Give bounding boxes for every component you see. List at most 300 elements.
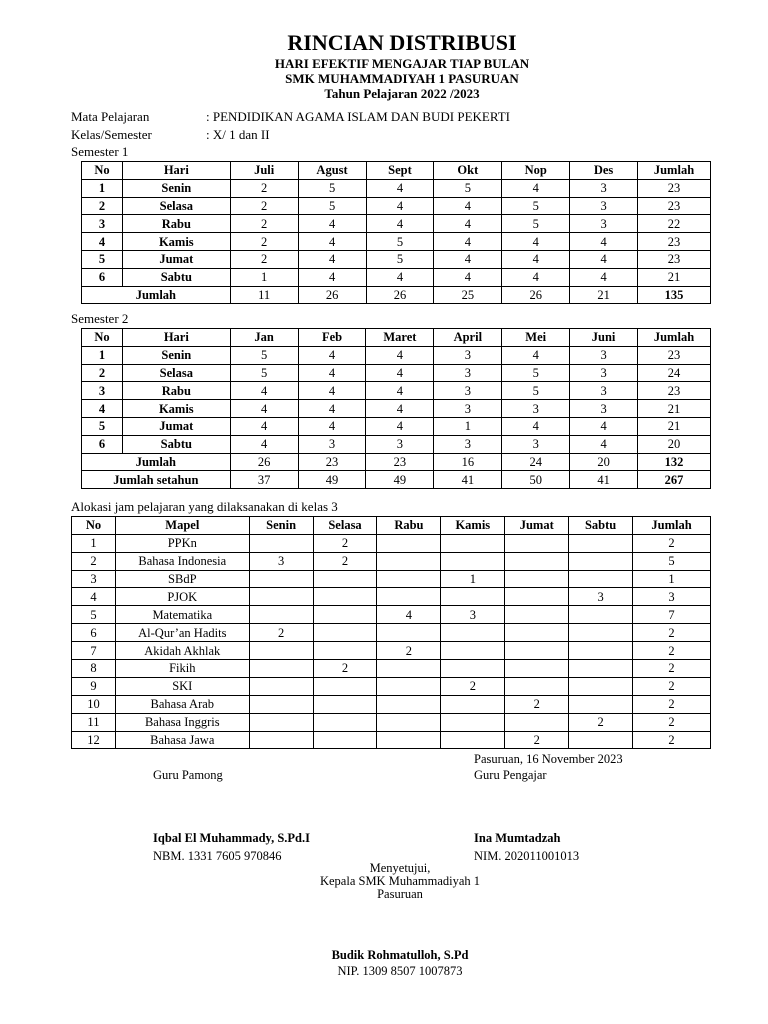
table-cell: 1 (82, 179, 123, 197)
table-cell (569, 677, 633, 695)
table-header-row (82, 162, 711, 180)
table-cell (441, 588, 505, 606)
table-cell: 4 (570, 268, 638, 286)
column-header: Mei (502, 329, 570, 347)
table-row (82, 382, 711, 400)
table-cell: 3 (82, 382, 123, 400)
table-row (82, 233, 711, 251)
column-header: Sabtu (569, 517, 633, 535)
table-cell: 4 (298, 382, 366, 400)
table-cell: 3 (569, 588, 633, 606)
table-cell: 2 (505, 731, 569, 749)
table-cell: 4 (570, 233, 638, 251)
table-cell (505, 713, 569, 731)
table-cell: 8 (72, 660, 116, 678)
table-cell: 2 (249, 624, 313, 642)
table-cell (441, 552, 505, 570)
table-cell (377, 731, 441, 749)
table-cell (377, 624, 441, 642)
table-cell: 5 (230, 364, 298, 382)
table-cell: 3 (570, 197, 638, 215)
right-signer-name: Ina Mumtadzah (474, 831, 561, 845)
table-cell: 2 (633, 695, 711, 713)
table-cell: 2 (230, 250, 298, 268)
total-cell: 21 (570, 286, 638, 304)
semester2-table (81, 328, 711, 489)
total-cell: 24 (502, 453, 570, 471)
table-cell: 12 (72, 731, 116, 749)
total-cell: 135 (638, 286, 711, 304)
table-cell: 4 (366, 382, 434, 400)
table-cell: 2 (633, 660, 711, 678)
column-header: Jumlah (638, 329, 711, 347)
class-label: Kelas/Semester (71, 127, 152, 142)
table-cell (569, 695, 633, 713)
table-cell: 23 (638, 179, 711, 197)
table-cell: 4 (298, 268, 366, 286)
table-cell: 2 (230, 197, 298, 215)
table-cell: 4 (298, 346, 366, 364)
table-cell: 4 (298, 215, 366, 233)
table-cell (377, 588, 441, 606)
table-row (82, 435, 711, 453)
table-row (72, 677, 711, 695)
table-cell: Selasa (122, 364, 230, 382)
total-cell: Jumlah (82, 286, 231, 304)
column-header: Okt (434, 162, 502, 180)
table-cell (505, 642, 569, 660)
table-cell: 4 (230, 382, 298, 400)
column-header: Juni (570, 329, 638, 347)
table-cell: 4 (502, 179, 570, 197)
column-header: No (82, 329, 123, 347)
table-cell: SBdP (115, 570, 249, 588)
table-cell (441, 534, 505, 552)
column-header: Jumlah (638, 162, 711, 180)
table-cell: 3 (570, 364, 638, 382)
table-cell: 5 (366, 250, 434, 268)
table-cell: 4 (82, 233, 123, 251)
table-cell: 23 (638, 197, 711, 215)
table-cell (377, 677, 441, 695)
table-row (82, 179, 711, 197)
table-cell: 4 (502, 417, 570, 435)
table-cell: Al-Qur’an Hadits (115, 624, 249, 642)
table-cell (249, 695, 313, 713)
column-header: Feb (298, 329, 366, 347)
head-signer-id: NIP. 1309 8507 1007873 (337, 964, 463, 978)
table-cell: 5 (298, 197, 366, 215)
table-cell: 24 (638, 364, 711, 382)
table-cell (313, 588, 377, 606)
table-cell (505, 588, 569, 606)
table-cell: 3 (570, 346, 638, 364)
table-cell (441, 660, 505, 678)
table-cell (313, 695, 377, 713)
table-cell: 4 (434, 250, 502, 268)
table-cell: 3 (72, 570, 116, 588)
table-cell: 3 (249, 552, 313, 570)
table-cell: 20 (638, 435, 711, 453)
column-header: Kamis (441, 517, 505, 535)
subtitle-year: Tahun Pelajaran 2022 /2023 (324, 86, 480, 101)
table-cell: 9 (72, 677, 116, 695)
table-cell: 5 (366, 233, 434, 251)
table-cell (313, 731, 377, 749)
total-cell: 50 (502, 471, 570, 489)
class-value: : X/ 1 dan II (206, 127, 270, 142)
table-cell: Rabu (122, 382, 230, 400)
table-cell (249, 588, 313, 606)
table-cell: 6 (82, 268, 123, 286)
total-cell: 49 (366, 471, 434, 489)
table-cell: Jumat (122, 417, 230, 435)
table-cell: 5 (502, 382, 570, 400)
column-header: Nop (502, 162, 570, 180)
total-row (82, 286, 711, 304)
table-cell: 4 (366, 215, 434, 233)
table-cell: 4 (570, 417, 638, 435)
table-cell: 4 (230, 435, 298, 453)
table-cell: 4 (230, 400, 298, 418)
table-cell: 5 (298, 179, 366, 197)
table-cell: SKI (115, 677, 249, 695)
total-cell: 26 (502, 286, 570, 304)
subject-label: Mata Pelajaran (71, 109, 150, 124)
table-cell: 3 (570, 215, 638, 233)
table-cell: 4 (298, 364, 366, 382)
subtitle-line1: HARI EFEKTIF MENGAJAR TIAP BULAN (274, 56, 530, 71)
table-cell (441, 695, 505, 713)
table-cell (249, 642, 313, 660)
total-cell: 267 (638, 471, 711, 489)
table-cell: Bahasa Inggris (115, 713, 249, 731)
table-cell: 4 (502, 250, 570, 268)
table-cell (441, 624, 505, 642)
table-row (72, 588, 711, 606)
table-cell: 4 (366, 400, 434, 418)
table-cell: Sabtu (122, 268, 230, 286)
table-cell: 2 (82, 197, 123, 215)
total-cell: Jumlah setahun (82, 471, 231, 489)
table-cell: 2 (633, 731, 711, 749)
table-row (82, 400, 711, 418)
right-signer-id: NIM. 202011001013 (474, 849, 580, 863)
table-cell: 10 (72, 695, 116, 713)
table-cell: 2 (633, 713, 711, 731)
total-cell: 26 (230, 453, 298, 471)
table-cell: 3 (570, 400, 638, 418)
total-cell: 41 (570, 471, 638, 489)
table-cell: Fikih (115, 660, 249, 678)
table-cell: 3 (434, 435, 502, 453)
right-role: Guru Pengajar (474, 768, 547, 782)
table-cell: 3 (298, 435, 366, 453)
table-cell (313, 713, 377, 731)
column-header: Juli (230, 162, 298, 180)
head-role: Kepala SMK Muhammadiyah 1 (319, 874, 481, 888)
table-cell: 5 (434, 179, 502, 197)
table-cell: 2 (633, 677, 711, 695)
table-cell: 2 (633, 534, 711, 552)
table-row (72, 534, 711, 552)
table-cell (505, 624, 569, 642)
table-cell: 3 (434, 400, 502, 418)
table-cell: 2 (313, 534, 377, 552)
table-cell (249, 677, 313, 695)
table-cell: 4 (434, 197, 502, 215)
column-header: Hari (122, 329, 230, 347)
table-row (72, 695, 711, 713)
table-row (72, 552, 711, 570)
table-cell: 5 (633, 552, 711, 570)
table-cell (569, 660, 633, 678)
table-row (82, 197, 711, 215)
table-cell: 4 (298, 233, 366, 251)
table-cell: 2 (313, 660, 377, 678)
table-cell (441, 713, 505, 731)
table-cell: 5 (502, 364, 570, 382)
table-row (82, 364, 711, 382)
column-header: Selasa (313, 517, 377, 535)
table-row (82, 417, 711, 435)
table-cell: 2 (633, 624, 711, 642)
table-cell (569, 606, 633, 624)
total-cell: 37 (230, 471, 298, 489)
table-cell (441, 642, 505, 660)
left-signer-name: Iqbal El Muhammady, S.Pd.I (153, 831, 310, 845)
table-cell (505, 570, 569, 588)
table-row (82, 250, 711, 268)
table-cell: 4 (502, 268, 570, 286)
table-cell (569, 642, 633, 660)
table-row (72, 731, 711, 749)
total-cell: 23 (298, 453, 366, 471)
table-cell: 1 (434, 417, 502, 435)
table-cell (505, 660, 569, 678)
table-cell: 2 (569, 713, 633, 731)
table-cell (569, 570, 633, 588)
table-cell: PPKn (115, 534, 249, 552)
column-header: Rabu (377, 517, 441, 535)
column-header: Mapel (115, 517, 249, 535)
head-signer-name: Budik Rohmatulloh, S.Pd (331, 948, 469, 962)
table-cell: 4 (570, 435, 638, 453)
table-cell (313, 624, 377, 642)
table-row (72, 660, 711, 678)
table-cell (569, 731, 633, 749)
table-row (82, 346, 711, 364)
column-header: No (72, 517, 116, 535)
table-cell (377, 570, 441, 588)
table-cell: 6 (82, 435, 123, 453)
total-cell: 20 (570, 453, 638, 471)
total-cell: 26 (298, 286, 366, 304)
table-cell: 1 (72, 534, 116, 552)
table-cell: 4 (366, 179, 434, 197)
column-header: Maret (366, 329, 434, 347)
table-row (72, 570, 711, 588)
table-header-row (72, 517, 711, 535)
table-cell: Jumat (122, 250, 230, 268)
total-cell: 132 (638, 453, 711, 471)
table-cell: 3 (366, 435, 434, 453)
table-cell: 2 (633, 642, 711, 660)
table-cell: 4 (298, 400, 366, 418)
table-cell (505, 606, 569, 624)
table-cell (313, 677, 377, 695)
subtitle-school: SMK MUHAMMADIYAH 1 PASURUAN (285, 71, 519, 86)
table-cell: 2 (377, 642, 441, 660)
table-cell: 4 (72, 588, 116, 606)
document-title: RINCIAN DISTRIBUSI (287, 30, 517, 55)
table-cell: 3 (570, 179, 638, 197)
table-cell (377, 552, 441, 570)
column-header: Senin (249, 517, 313, 535)
total-cell: Jumlah (82, 453, 231, 471)
table-cell: Matematika (115, 606, 249, 624)
table-cell (249, 731, 313, 749)
column-header: Jan (230, 329, 298, 347)
table-cell: 11 (72, 713, 116, 731)
table-cell: 4 (366, 268, 434, 286)
table-cell (313, 642, 377, 660)
table-cell: 5 (502, 197, 570, 215)
table-cell: Bahasa Indonesia (115, 552, 249, 570)
allocation-table (71, 516, 711, 749)
table-cell: 23 (638, 346, 711, 364)
table-cell: 4 (366, 197, 434, 215)
table-cell: 2 (230, 215, 298, 233)
table-cell: 4 (434, 233, 502, 251)
table-cell: Kamis (122, 400, 230, 418)
table-cell: Kamis (122, 233, 230, 251)
table-row (72, 713, 711, 731)
table-cell: 4 (298, 417, 366, 435)
table-cell: 5 (82, 417, 123, 435)
table-cell (249, 534, 313, 552)
table-row (82, 215, 711, 233)
total-cell: 16 (434, 453, 502, 471)
table-cell: 23 (638, 233, 711, 251)
table-cell (377, 695, 441, 713)
table-cell: 2 (441, 677, 505, 695)
total-cell: 41 (434, 471, 502, 489)
table-cell: 21 (638, 268, 711, 286)
table-cell: 3 (434, 382, 502, 400)
table-cell: 4 (502, 346, 570, 364)
column-header: Sept (366, 162, 434, 180)
left-signer-id: NBM. 1331 7605 970846 (153, 849, 282, 863)
table-cell (569, 534, 633, 552)
table-row (72, 606, 711, 624)
table-cell: 4 (434, 215, 502, 233)
total-cell: 25 (434, 286, 502, 304)
table-cell: 2 (230, 233, 298, 251)
table-header-row (82, 329, 711, 347)
table-cell: Akidah Akhlak (115, 642, 249, 660)
table-cell: 23 (638, 250, 711, 268)
table-cell (313, 606, 377, 624)
table-cell: 3 (502, 435, 570, 453)
table-cell: 4 (298, 250, 366, 268)
table-cell: 1 (230, 268, 298, 286)
subject-value: : PENDIDIKAN AGAMA ISLAM DAN BUDI PEKERTI (206, 109, 510, 124)
total-cell: 26 (366, 286, 434, 304)
column-header: Jumlah (633, 517, 711, 535)
table-cell: 21 (638, 417, 711, 435)
total-row (82, 453, 711, 471)
table-cell (569, 552, 633, 570)
total-cell: 49 (298, 471, 366, 489)
table-cell: Bahasa Arab (115, 695, 249, 713)
place-date: Pasuruan, 16 November 2023 (474, 752, 623, 766)
table-cell: 4 (502, 233, 570, 251)
table-cell (377, 534, 441, 552)
column-header: April (434, 329, 502, 347)
table-cell: 4 (366, 346, 434, 364)
table-cell (313, 570, 377, 588)
table-cell: Sabtu (122, 435, 230, 453)
table-cell (505, 534, 569, 552)
table-cell: 2 (72, 552, 116, 570)
table-cell (505, 552, 569, 570)
table-cell: 7 (633, 606, 711, 624)
table-row (72, 624, 711, 642)
table-cell: PJOK (115, 588, 249, 606)
table-cell (249, 570, 313, 588)
total-cell: 11 (230, 286, 298, 304)
table-cell: 2 (82, 364, 123, 382)
table-cell (249, 606, 313, 624)
table-cell: 1 (82, 346, 123, 364)
semester1-label: Semester 1 (71, 144, 129, 159)
table-row (72, 642, 711, 660)
year-total-row (82, 471, 711, 489)
table-cell (377, 713, 441, 731)
table-cell: 7 (72, 642, 116, 660)
table-row (82, 268, 711, 286)
semester2-label: Semester 2 (71, 311, 129, 326)
table-cell: Selasa (122, 197, 230, 215)
column-header: Des (570, 162, 638, 180)
semester1-table (81, 161, 711, 304)
table-cell: Senin (122, 179, 230, 197)
table-cell: Bahasa Jawa (115, 731, 249, 749)
table-cell: 3 (441, 606, 505, 624)
table-cell: 6 (72, 624, 116, 642)
column-header: Agust (298, 162, 366, 180)
table-cell: Senin (122, 346, 230, 364)
total-cell: 23 (366, 453, 434, 471)
allocation-label: Alokasi jam pelajaran yang dilaksanakan di kelas 3 (71, 499, 338, 514)
table-cell: Rabu (122, 215, 230, 233)
table-cell (441, 731, 505, 749)
table-cell: 3 (633, 588, 711, 606)
table-cell (377, 660, 441, 678)
table-cell: 2 (505, 695, 569, 713)
table-cell: 5 (230, 346, 298, 364)
table-cell: 4 (434, 268, 502, 286)
table-cell: 1 (633, 570, 711, 588)
head-place: Pasuruan (377, 887, 423, 901)
column-header: No (82, 162, 123, 180)
table-cell: 23 (638, 382, 711, 400)
table-cell: 4 (570, 250, 638, 268)
table-cell: 5 (82, 250, 123, 268)
column-header: Hari (122, 162, 230, 180)
table-cell: 3 (570, 382, 638, 400)
